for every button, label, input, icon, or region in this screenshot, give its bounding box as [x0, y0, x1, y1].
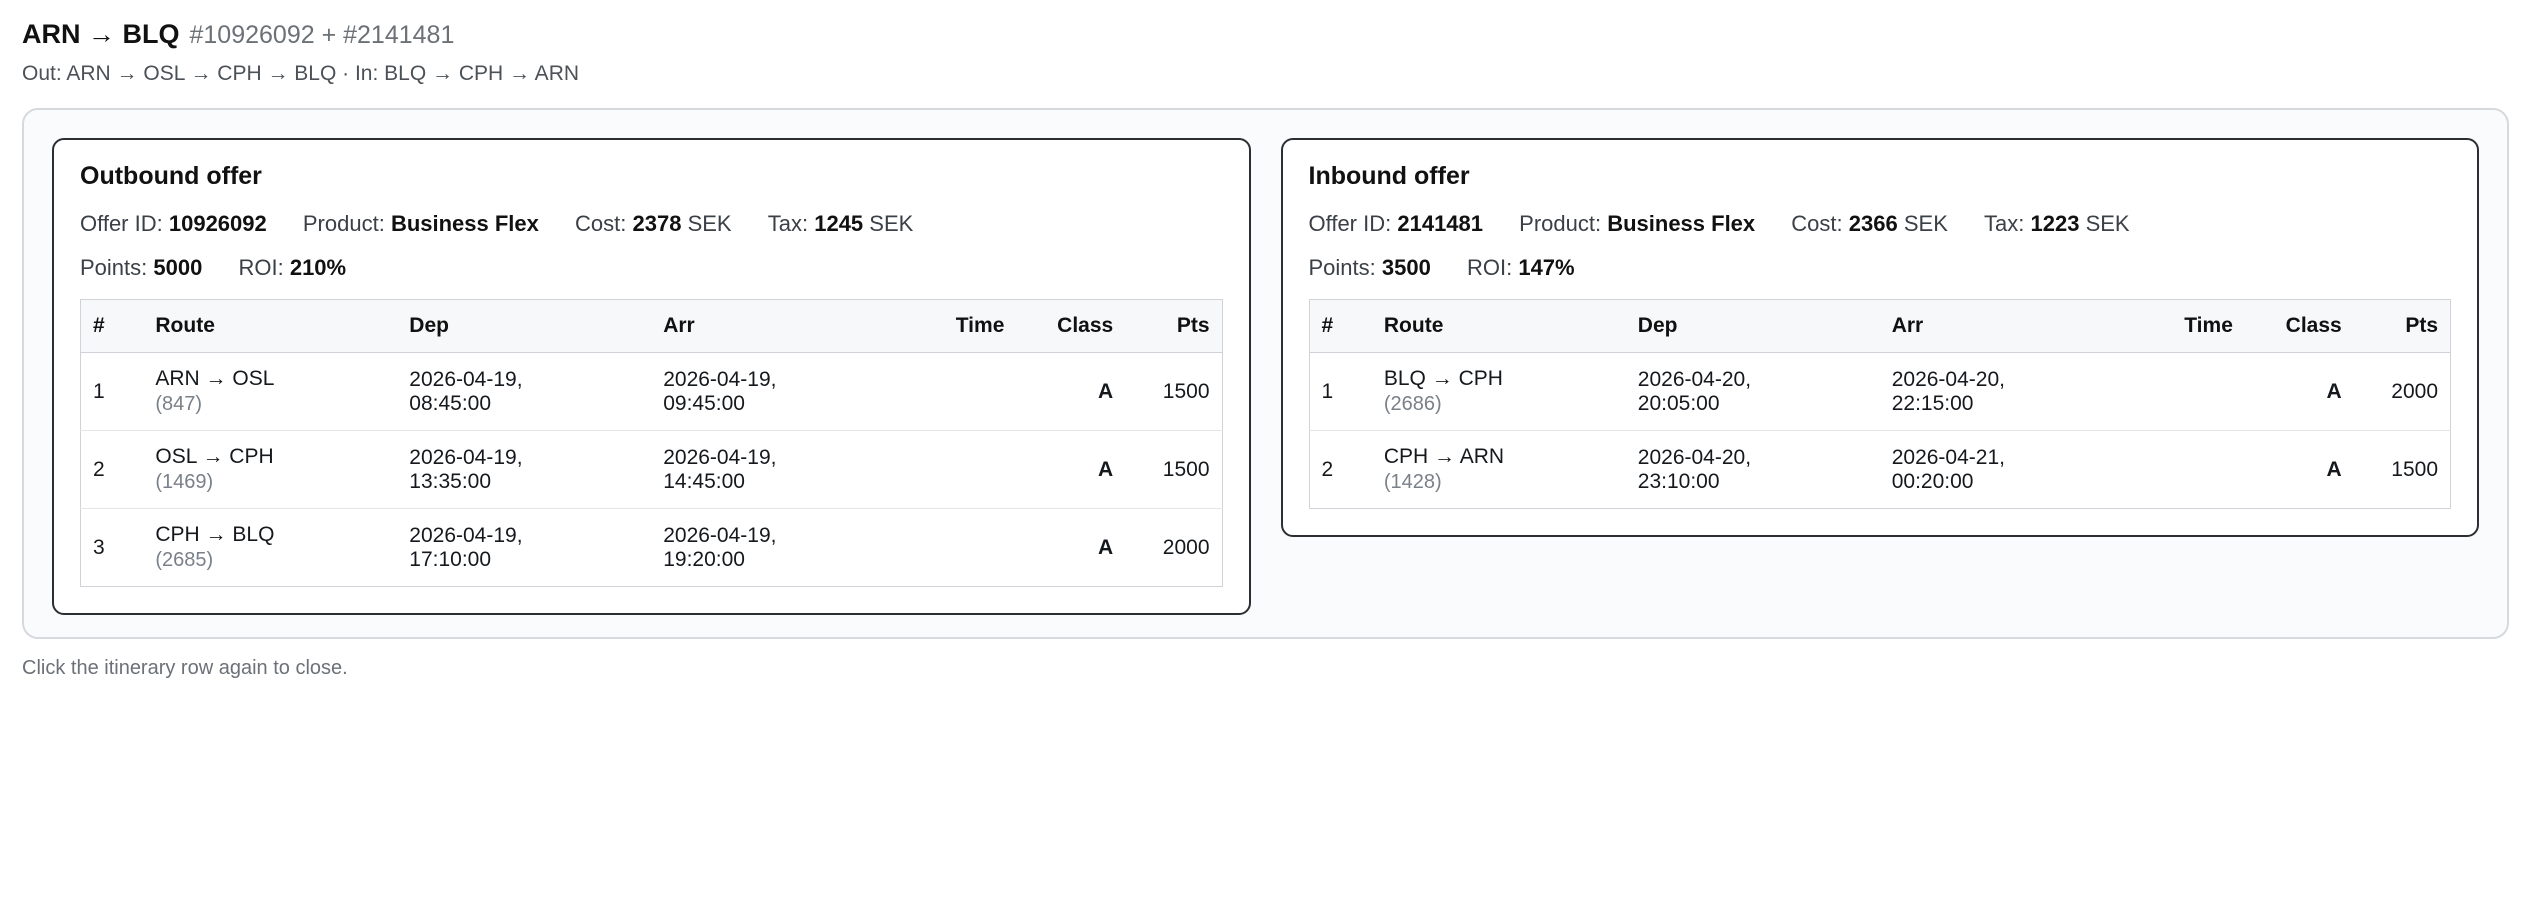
- segment-flight-number: (1469): [155, 471, 214, 494]
- outbound-cost: [575, 211, 738, 236]
- col-arr: Arr: [1880, 300, 2134, 353]
- segment-time: [2134, 353, 2245, 431]
- segment-pts: 1500: [1125, 431, 1222, 509]
- points-label: Points:: [80, 255, 148, 281]
- segment-route: [1372, 431, 1626, 509]
- segment-arr-time: 00:20:00: [1891, 469, 1974, 493]
- page-title: [22, 18, 2509, 50]
- outbound-meta-row-1: [80, 211, 1223, 237]
- segment-dep-date: 2026-04-20,: [1637, 367, 1752, 391]
- outbound-points: [80, 255, 208, 280]
- segment-arr: [651, 353, 905, 431]
- segment-flight-number: (847): [155, 393, 203, 416]
- segment-pts: 1500: [2354, 431, 2451, 509]
- segment-num: 1: [1321, 379, 1334, 403]
- offer-id-value: 2141481: [1397, 211, 1484, 237]
- segment-flight-number: (2686): [1383, 393, 1442, 416]
- col-pts: Pts: [1125, 300, 1222, 353]
- segment-dep-date: 2026-04-19,: [409, 445, 523, 469]
- segment-num: 2: [1309, 431, 1372, 509]
- segment-route: [143, 509, 397, 587]
- tax-label: Tax:: [1984, 211, 2025, 237]
- close-hint: Click the itinerary row again to close.: [22, 657, 348, 680]
- col-num: #: [1309, 300, 1372, 353]
- segment-arr-date: 2026-04-21,: [1891, 445, 2005, 469]
- segment-route-main: OSL → CPH: [155, 445, 274, 469]
- segment-dep: [397, 431, 651, 509]
- table-row[interactable]: [81, 353, 1223, 431]
- segment-route: [143, 431, 397, 509]
- inbound-product: [1519, 211, 1761, 236]
- segment-dep-time: 20:05:00: [1637, 391, 1720, 415]
- segment-flight-number: (2685): [155, 549, 214, 572]
- segment-route: [1372, 353, 1626, 431]
- table-row[interactable]: [1309, 353, 2451, 431]
- segment-arr-date: 2026-04-20,: [1891, 367, 2005, 391]
- inbound-points: [1309, 255, 1437, 280]
- segment-dep-date: 2026-04-20,: [1637, 445, 1752, 469]
- segment-class: A: [2245, 431, 2354, 509]
- tax-value: 1223: [2030, 211, 2080, 237]
- segment-dep: [1626, 431, 1880, 509]
- table-header-row: [81, 300, 1223, 353]
- segment-time: [905, 509, 1016, 587]
- col-time: Time: [2134, 300, 2245, 353]
- segment-route-main: CPH → BLQ: [155, 523, 275, 547]
- cost-label: Cost:: [1791, 211, 1843, 237]
- table-row[interactable]: [81, 509, 1223, 587]
- inbound-segments-table: [1309, 299, 2452, 509]
- segment-time: [905, 353, 1016, 431]
- segment-pts: 1500: [1162, 379, 1210, 403]
- segment-arr-time: 22:15:00: [1891, 391, 1974, 415]
- segment-time: [905, 431, 1016, 509]
- segment-arr-date: 2026-04-19,: [663, 367, 777, 391]
- segment-num: 2: [81, 431, 144, 509]
- offer-id-value: 10926092: [168, 211, 267, 237]
- col-pts: Pts: [2354, 300, 2451, 353]
- table-row[interactable]: [81, 431, 1223, 509]
- segment-dep-time: 13:35:00: [409, 469, 492, 493]
- inbound-tax: [1984, 211, 2130, 236]
- product-label: Product:: [302, 211, 385, 237]
- cost-unit: SEK: [687, 211, 732, 237]
- product-value: Business Flex: [1607, 211, 1756, 237]
- segment-arr-time: 19:20:00: [663, 547, 745, 571]
- inbound-meta-row-1: [1309, 211, 2452, 237]
- segment-class: A: [1098, 379, 1114, 403]
- segment-dep-date: 2026-04-19,: [409, 367, 523, 391]
- cost-value: 2378: [632, 211, 682, 237]
- table-row[interactable]: [1309, 431, 2451, 509]
- col-time: Time: [905, 300, 1016, 353]
- roi-value: 147%: [1518, 255, 1575, 281]
- segment-arr: [651, 431, 905, 509]
- segment-arr: [1880, 431, 2134, 509]
- outbound-roi: [238, 255, 346, 280]
- tax-value: 1245: [814, 211, 864, 237]
- segment-arr: [651, 509, 905, 587]
- col-route: Route: [143, 300, 397, 353]
- outbound-offer-id: [80, 211, 273, 236]
- segment-dep-time: 08:45:00: [409, 391, 492, 415]
- segment-num: 3: [81, 509, 144, 587]
- page-title-route: ARN → BLQ: [22, 19, 180, 49]
- segment-pts: 2000: [2391, 379, 2438, 403]
- inbound-offer-card[interactable]: [1281, 138, 2480, 537]
- segment-class: A: [2326, 379, 2342, 403]
- points-value: 5000: [153, 255, 203, 281]
- col-class: Class: [1016, 300, 1125, 353]
- segment-route-main: ARN → OSL: [155, 367, 275, 391]
- outbound-segments-table: [80, 299, 1223, 587]
- col-num: #: [81, 300, 144, 353]
- segment-dep: [1626, 353, 1880, 431]
- segment-arr-date: 2026-04-19,: [663, 523, 777, 547]
- product-label: Product:: [1519, 211, 1602, 237]
- cost-unit: SEK: [1903, 211, 1948, 237]
- segment-class: A: [1016, 509, 1125, 587]
- roi-value: 210%: [289, 255, 347, 281]
- tax-unit: SEK: [2085, 211, 2130, 237]
- tax-label: Tax:: [767, 211, 809, 237]
- segment-arr-date: 2026-04-19,: [663, 445, 777, 469]
- roi-label: ROI:: [238, 255, 284, 281]
- inbound-offer-id: [1309, 211, 1490, 236]
- segment-dep-date: 2026-04-19,: [409, 523, 523, 547]
- segment-dep-time: 17:10:00: [409, 547, 492, 571]
- segment-arr: [1880, 353, 2134, 431]
- segment-class: A: [1016, 431, 1125, 509]
- outbound-title: Outbound offer: [80, 162, 262, 191]
- segment-route: [143, 353, 397, 431]
- outbound-tax: [768, 211, 914, 236]
- inbound-roi: [1467, 255, 1575, 280]
- outbound-meta-row-2: [80, 255, 1223, 281]
- cost-label: Cost:: [575, 211, 627, 237]
- offers-panel: [22, 108, 2509, 639]
- points-label: Points:: [1308, 255, 1376, 281]
- table-header-row: [1309, 300, 2451, 353]
- inbound-title: Inbound offer: [1308, 162, 1470, 191]
- col-route: Route: [1372, 300, 1626, 353]
- outbound-offer-card[interactable]: [52, 138, 1251, 615]
- product-value: Business Flex: [390, 211, 539, 237]
- col-class: Class: [2245, 300, 2354, 353]
- offer-id-label: Offer ID:: [80, 211, 163, 237]
- segment-dep-time: 23:10:00: [1637, 469, 1720, 493]
- segment-arr-time: 09:45:00: [663, 391, 745, 415]
- segment-route-main: BLQ → CPH: [1383, 367, 1503, 391]
- offer-id-label: Offer ID:: [1308, 211, 1392, 237]
- itinerary-summary: Out: ARN → OSL → CPH → BLQ · In: BLQ → CPH → ARN: [22, 62, 580, 86]
- col-dep: Dep: [1626, 300, 1880, 353]
- segment-dep: [397, 353, 651, 431]
- segment-flight-number: (1428): [1383, 471, 1442, 494]
- segment-route-main: CPH → ARN: [1383, 445, 1505, 469]
- segment-num: 1: [93, 379, 105, 403]
- tax-unit: SEK: [869, 211, 914, 237]
- col-arr: Arr: [651, 300, 905, 353]
- segment-pts: 2000: [1125, 509, 1222, 587]
- inbound-cost: [1791, 211, 1954, 236]
- segment-time: [2134, 431, 2245, 509]
- outbound-product: [303, 211, 545, 236]
- points-value: 3500: [1381, 255, 1431, 281]
- page-title-ids: #10926092 + #2141481: [189, 21, 455, 49]
- roi-label: ROI:: [1466, 255, 1513, 281]
- col-dep: Dep: [397, 300, 651, 353]
- segment-arr-time: 14:45:00: [663, 469, 745, 493]
- cost-value: 2366: [1848, 211, 1898, 237]
- inbound-meta-row-2: [1309, 255, 2452, 281]
- segment-dep: [397, 509, 651, 587]
